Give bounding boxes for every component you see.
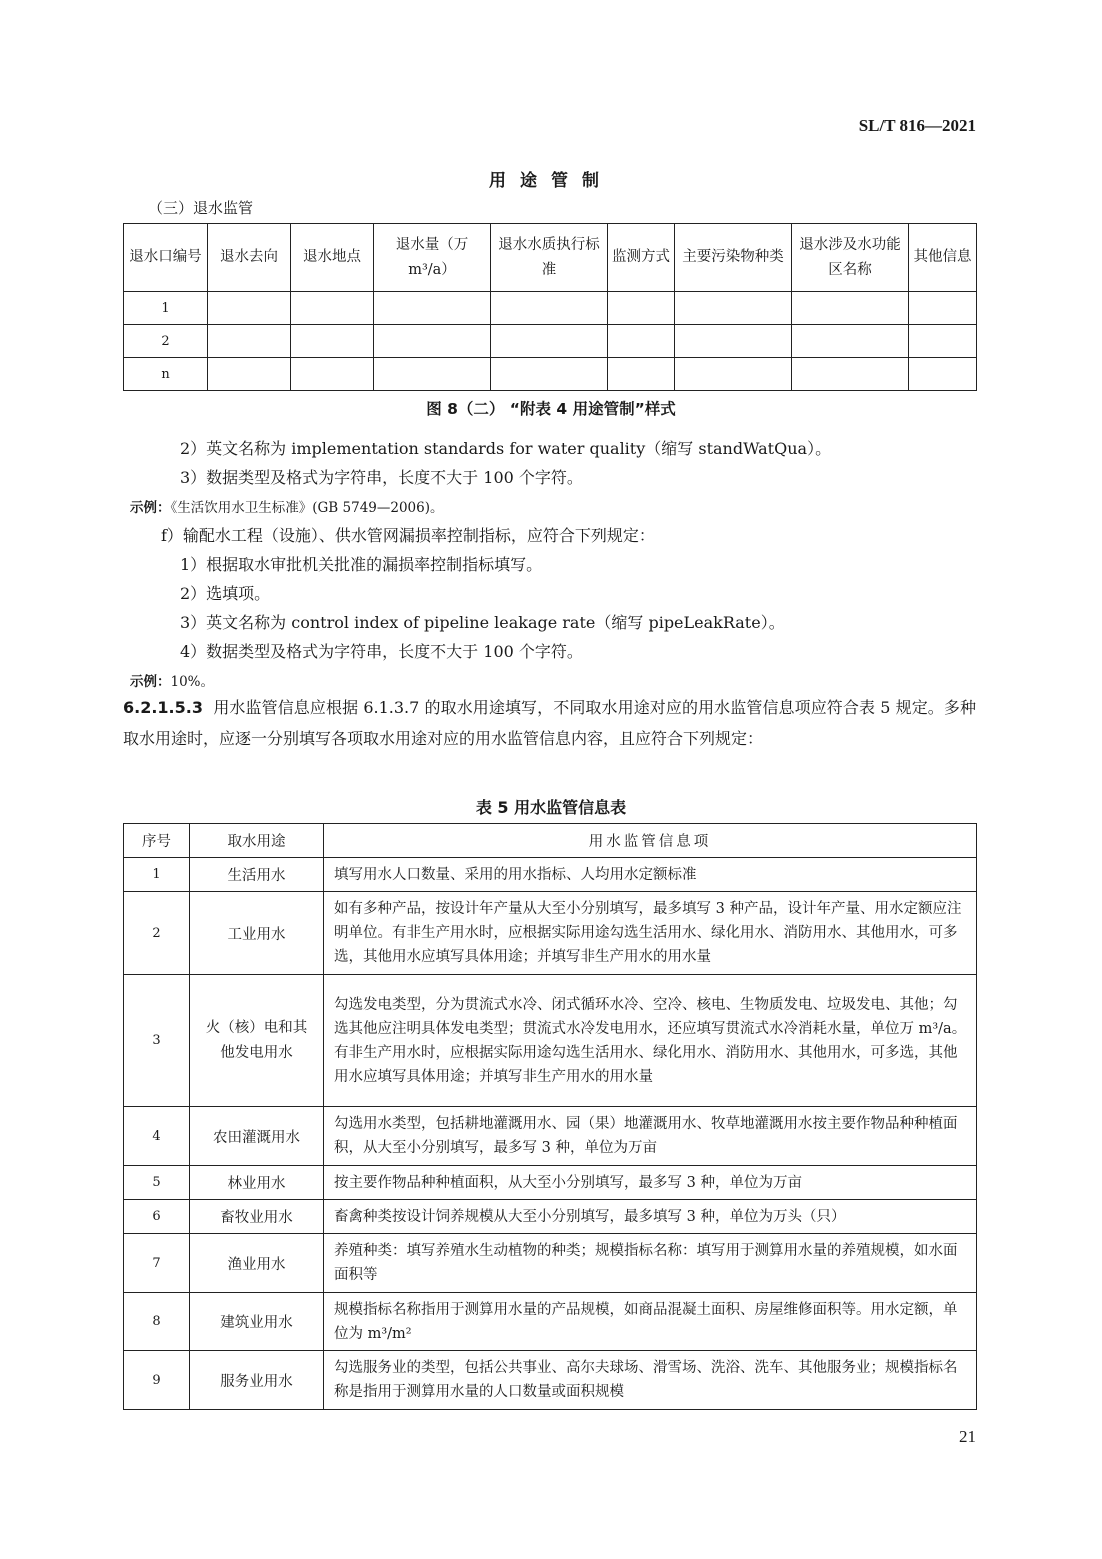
column-header: 退水水质执行标准 [491,224,608,292]
row-number: 6 [124,1200,190,1234]
column-header: 退水涉及水功能区名称 [792,224,909,292]
water-use: 生活用水 [190,858,324,892]
row-number: 1 [124,858,190,892]
column-header: 退水地点 [291,224,374,292]
table-row [124,858,977,892]
body-line: 1）根据取水审批机关批准的漏损率控制指标填写。 [180,555,543,574]
example-label: 示例： [130,674,171,690]
row-number: 5 [124,1166,190,1200]
supervision-info: 规模指标名称指用于测算用水量的产品规模，如商品混凝土面积、房屋维修面积等。用水定额，单位为 m³/m² [324,1293,977,1351]
row-number: 8 [124,1293,190,1351]
body-line: 3）数据类型及格式为字符串，长度不大于 100 个字符。 [180,468,583,487]
column-header: 其他信息 [909,224,977,292]
supervision-info: 勾选用水类型，包括耕地灌溉用水、园（果）地灌溉用水、牧草地灌溉用水按主要作物品种种植面积，从大至小分别填写，最多写 3 种，单位为万亩 [324,1107,977,1166]
example-line [130,496,444,516]
water-use: 建筑业用水 [190,1293,324,1351]
clause-paragraph [123,692,976,754]
table-row [124,892,977,975]
standard-code: SL/T 816—2021 [858,116,976,135]
clause-number: 6.2.1.5.3 [123,698,203,717]
example-text: 《生活饮用水卫生标准》(GB 5749—2006)。 [170,500,444,516]
item-f: f）输配水工程（设施）、供水管网漏损率控制指标，应符合下列规定： [161,526,655,545]
column-header: 退水口编号 [124,224,208,292]
example-label: 示例： [130,500,171,516]
table-row [124,1166,977,1200]
figure-caption: 图 8（二） “附表 4 用途管制”样式 [426,400,676,418]
example-text: 10%。 [170,674,215,690]
table-row [124,975,977,1107]
table-header-row [124,224,977,292]
water-use: 林业用水 [190,1166,324,1200]
column-header: 用水监管信息项 [324,824,977,858]
water-use: 工业用水 [190,892,324,975]
column-header: 监测方式 [608,224,675,292]
row-index: 2 [124,325,208,358]
column-header: 退水量（万 m³/a） [374,224,491,292]
discharge-form-table [123,223,977,391]
table-row [124,1107,977,1166]
column-header: 主要污染物种类 [675,224,792,292]
water-use: 农田灌溉用水 [190,1107,324,1166]
section-label: （三）退水监管 [148,199,254,217]
supervision-info: 养殖种类：填写养殖水生动植物的种类；规模指标名称：填写用于测算用水量的养殖规模，如水面面积等 [324,1234,977,1293]
water-use: 畜牧业用水 [190,1200,324,1234]
table5-title: 表 5 用水监管信息表 [475,798,627,817]
row-number: 2 [124,892,190,975]
table-row [124,1351,977,1410]
body-line: 4）数据类型及格式为字符串，长度不大于 100 个字符。 [180,642,583,661]
body-line: 2）选填项。 [180,584,271,603]
supervision-info: 畜禽种类按设计饲养规模从大至小分别填写，最多填写 3 种，单位为万头（只） [324,1200,977,1234]
clause-text: 用水监管信息应根据 6.1.3.7 的取水用途填写，不同取水用途对应的用水监管信息项应符合表 5 规定。多种取水用途时，应逐一分别填写各项取水用途对应的用水监管信息内容，且应符合下列规定： [123,698,976,748]
form-title: 用途管制 [489,171,613,191]
water-use: 火（核）电和其他发电用水 [190,975,324,1107]
body-line: 2）英文名称为 implementation standards for water quality（缩写 standWatQua）。 [180,439,832,458]
table-row [124,292,977,325]
table-header-row [124,824,977,858]
water-supervision-table [123,823,977,1410]
water-use: 渔业用水 [190,1234,324,1293]
table-row [124,1200,977,1234]
table-row [124,1234,977,1293]
column-header: 退水去向 [208,224,291,292]
supervision-info: 按主要作物品种种植面积，从大至小分别填写，最多写 3 种，单位为万亩 [324,1166,977,1200]
row-index: n [124,358,208,391]
table-row [124,1293,977,1351]
supervision-info: 如有多种产品，按设计年产量从大至小分别填写，最多填写 3 种产品，设计年产量、用水定额应注明单位。有非生产用水时，应根据实际用途勾选生活用水、绿化用水、消防用水、其他用水，可多选，其他用水应填写具体用途；并填写非生产用水的用水量 [324,892,977,975]
example-line [130,670,214,690]
table-row [124,358,977,391]
row-number: 9 [124,1351,190,1410]
supervision-info: 填写用水人口数量、采用的用水指标、人均用水定额标准 [324,858,977,892]
column-header: 取水用途 [190,824,324,858]
supervision-info: 勾选发电类型，分为贯流式水冷、闭式循环水冷、空冷、核电、生物质发电、垃圾发电、其他；勾选其他应注明具体发电类型；贯流式水冷发电用水，还应填写贯流式水冷消耗水量，单位万 m³/a。有非生产用水时，应根据实际用途勾选生活用水、绿化用水、消防用水、其他用水，可多选，其他用水应填写具体用途；并填写非生产用水的用水量 [324,975,977,1107]
body-line: 3）英文名称为 control index of pipeline leakage rate（缩写 pipeLeakRate）。 [180,613,785,632]
page-number: 21 [959,1427,976,1446]
row-number: 4 [124,1107,190,1166]
row-number: 3 [124,975,190,1107]
table-row [124,325,977,358]
water-use: 服务业用水 [190,1351,324,1410]
supervision-info: 勾选服务业的类型，包括公共事业、高尔夫球场、滑雪场、洗浴、洗车、其他服务业；规模指标名称是指用于测算用水量的人口数量或面积规模 [324,1351,977,1410]
row-index: 1 [124,292,208,325]
column-header: 序号 [124,824,190,858]
row-number: 7 [124,1234,190,1293]
